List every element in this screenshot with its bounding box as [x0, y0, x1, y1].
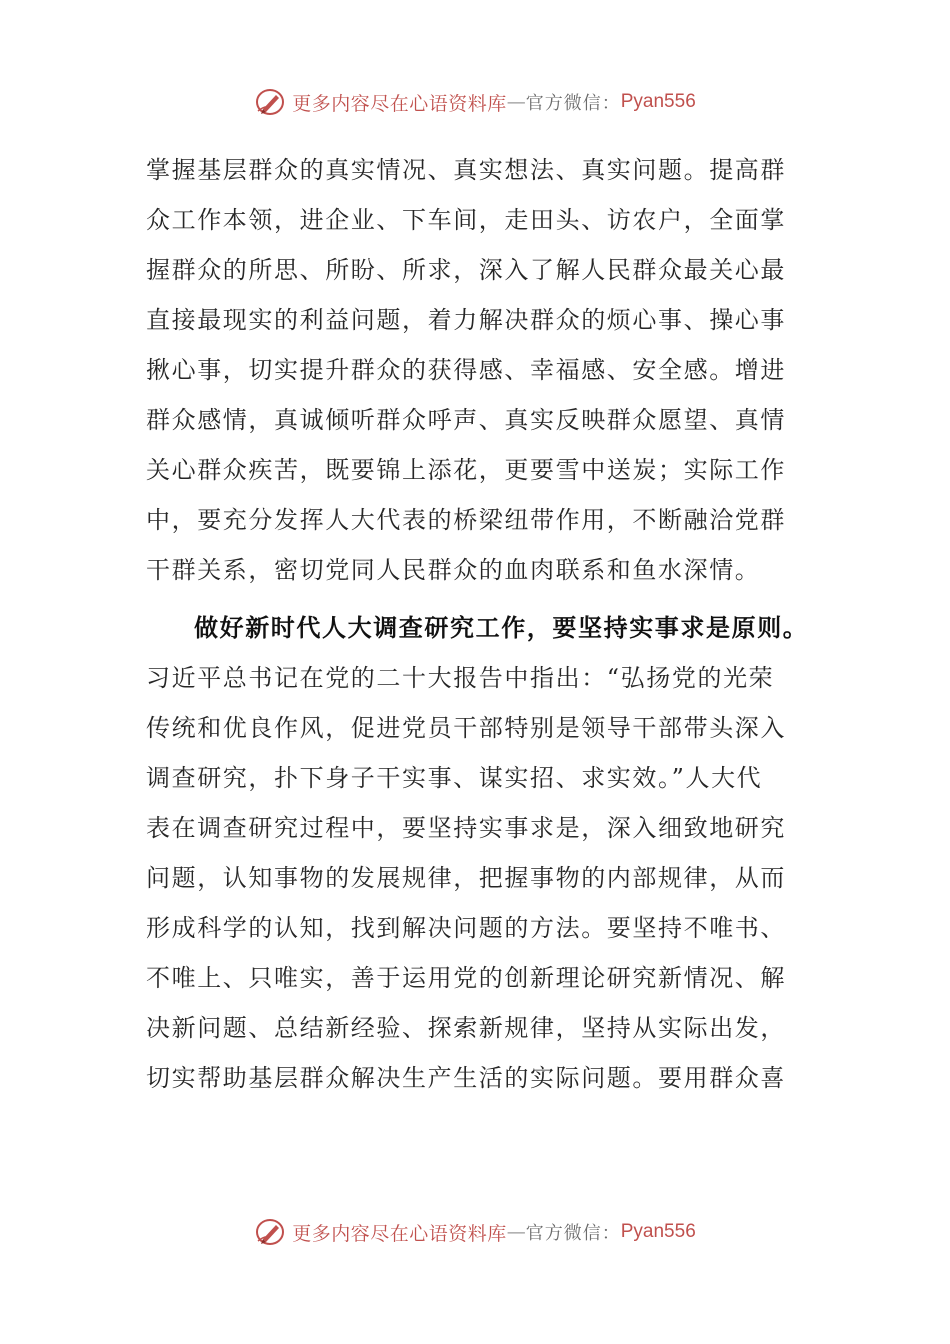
header-dash: — — [506, 91, 526, 113]
header-wechat-id: Pyan556 — [620, 91, 696, 112]
text-line: 中，要充分发挥人大代表的桥梁纽带作用，不断融洽党群 — [146, 506, 786, 534]
paragraph-1 — [146, 145, 806, 595]
text-line: 关心群众疾苦，既要锦上添花，更要雪中送炭；实际工作 — [146, 456, 786, 484]
text-line: 习近平总书记在党的二十大报告中指出：“弘扬党的光荣 — [146, 664, 775, 692]
header-wechat-label: 官方微信： — [525, 93, 621, 114]
text-line: 切实帮助基层群众解决生产生活的实际问题。要用群众喜 — [146, 1064, 786, 1092]
footer-brand-text: 更多内容尽在心语资料库 — [292, 1222, 507, 1245]
text-line: 群众感情，真诚倾听群众呼声、真实反映群众愿望、真情 — [146, 406, 786, 434]
text-line: 直接最现实的利益问题，着力解决群众的烦心事、操心事 — [146, 306, 786, 334]
paragraph-2-lead-sentence: 做好新时代人大调查研究工作，要坚持实事求是原则。 — [194, 613, 809, 642]
header-banner — [0, 82, 950, 122]
text-line: 掌握基层群众的真实情况、真实想法、真实问题。提高群 — [146, 156, 786, 184]
text-line: 传统和优良作风，促进党员干部特别是领导干部带头深入 — [146, 714, 786, 742]
footer-dash: — — [506, 1221, 526, 1243]
text-line: 表在调查研究过程中，要坚持实事求是，深入细致地研究 — [146, 814, 786, 842]
text-line: 决新问题、总结新经验、探索新规律，坚持从实际出发， — [146, 1014, 786, 1042]
footer-wechat-id: Pyan556 — [620, 1221, 696, 1242]
text-line: 握群众的所思、所盼、所求，深入了解人民群众最关心最 — [146, 256, 786, 284]
footer-wechat-label: 官方微信： — [525, 1223, 621, 1244]
text-line: 揪心事，切实提升群众的获得感、幸福感、安全感。增进 — [146, 356, 786, 384]
footer-banner — [0, 1212, 950, 1252]
pen-logo-icon — [254, 1217, 288, 1247]
text-line: 形成科学的认知，找到解决问题的方法。要坚持不唯书、 — [146, 914, 786, 942]
text-line: 调查研究，扑下身子干实事、谋实招、求实效。”人大代 — [146, 764, 763, 792]
text-line: 众工作本领，进企业、下车间，走田头、访农户，全面掌 — [146, 206, 786, 234]
document-body — [146, 145, 809, 1103]
text-line: 不唯上、只唯实，善于运用党的创新理论研究新情况、解 — [146, 964, 786, 992]
paragraph-2 — [146, 603, 809, 1103]
header-brand-text: 更多内容尽在心语资料库 — [292, 92, 507, 115]
text-line: 干群关系，密切党同人民群众的血肉联系和鱼水深情。 — [146, 556, 761, 584]
pen-logo-icon — [254, 87, 288, 117]
text-line: 问题，认知事物的发展规律，把握事物的内部规律，从而 — [146, 864, 786, 892]
